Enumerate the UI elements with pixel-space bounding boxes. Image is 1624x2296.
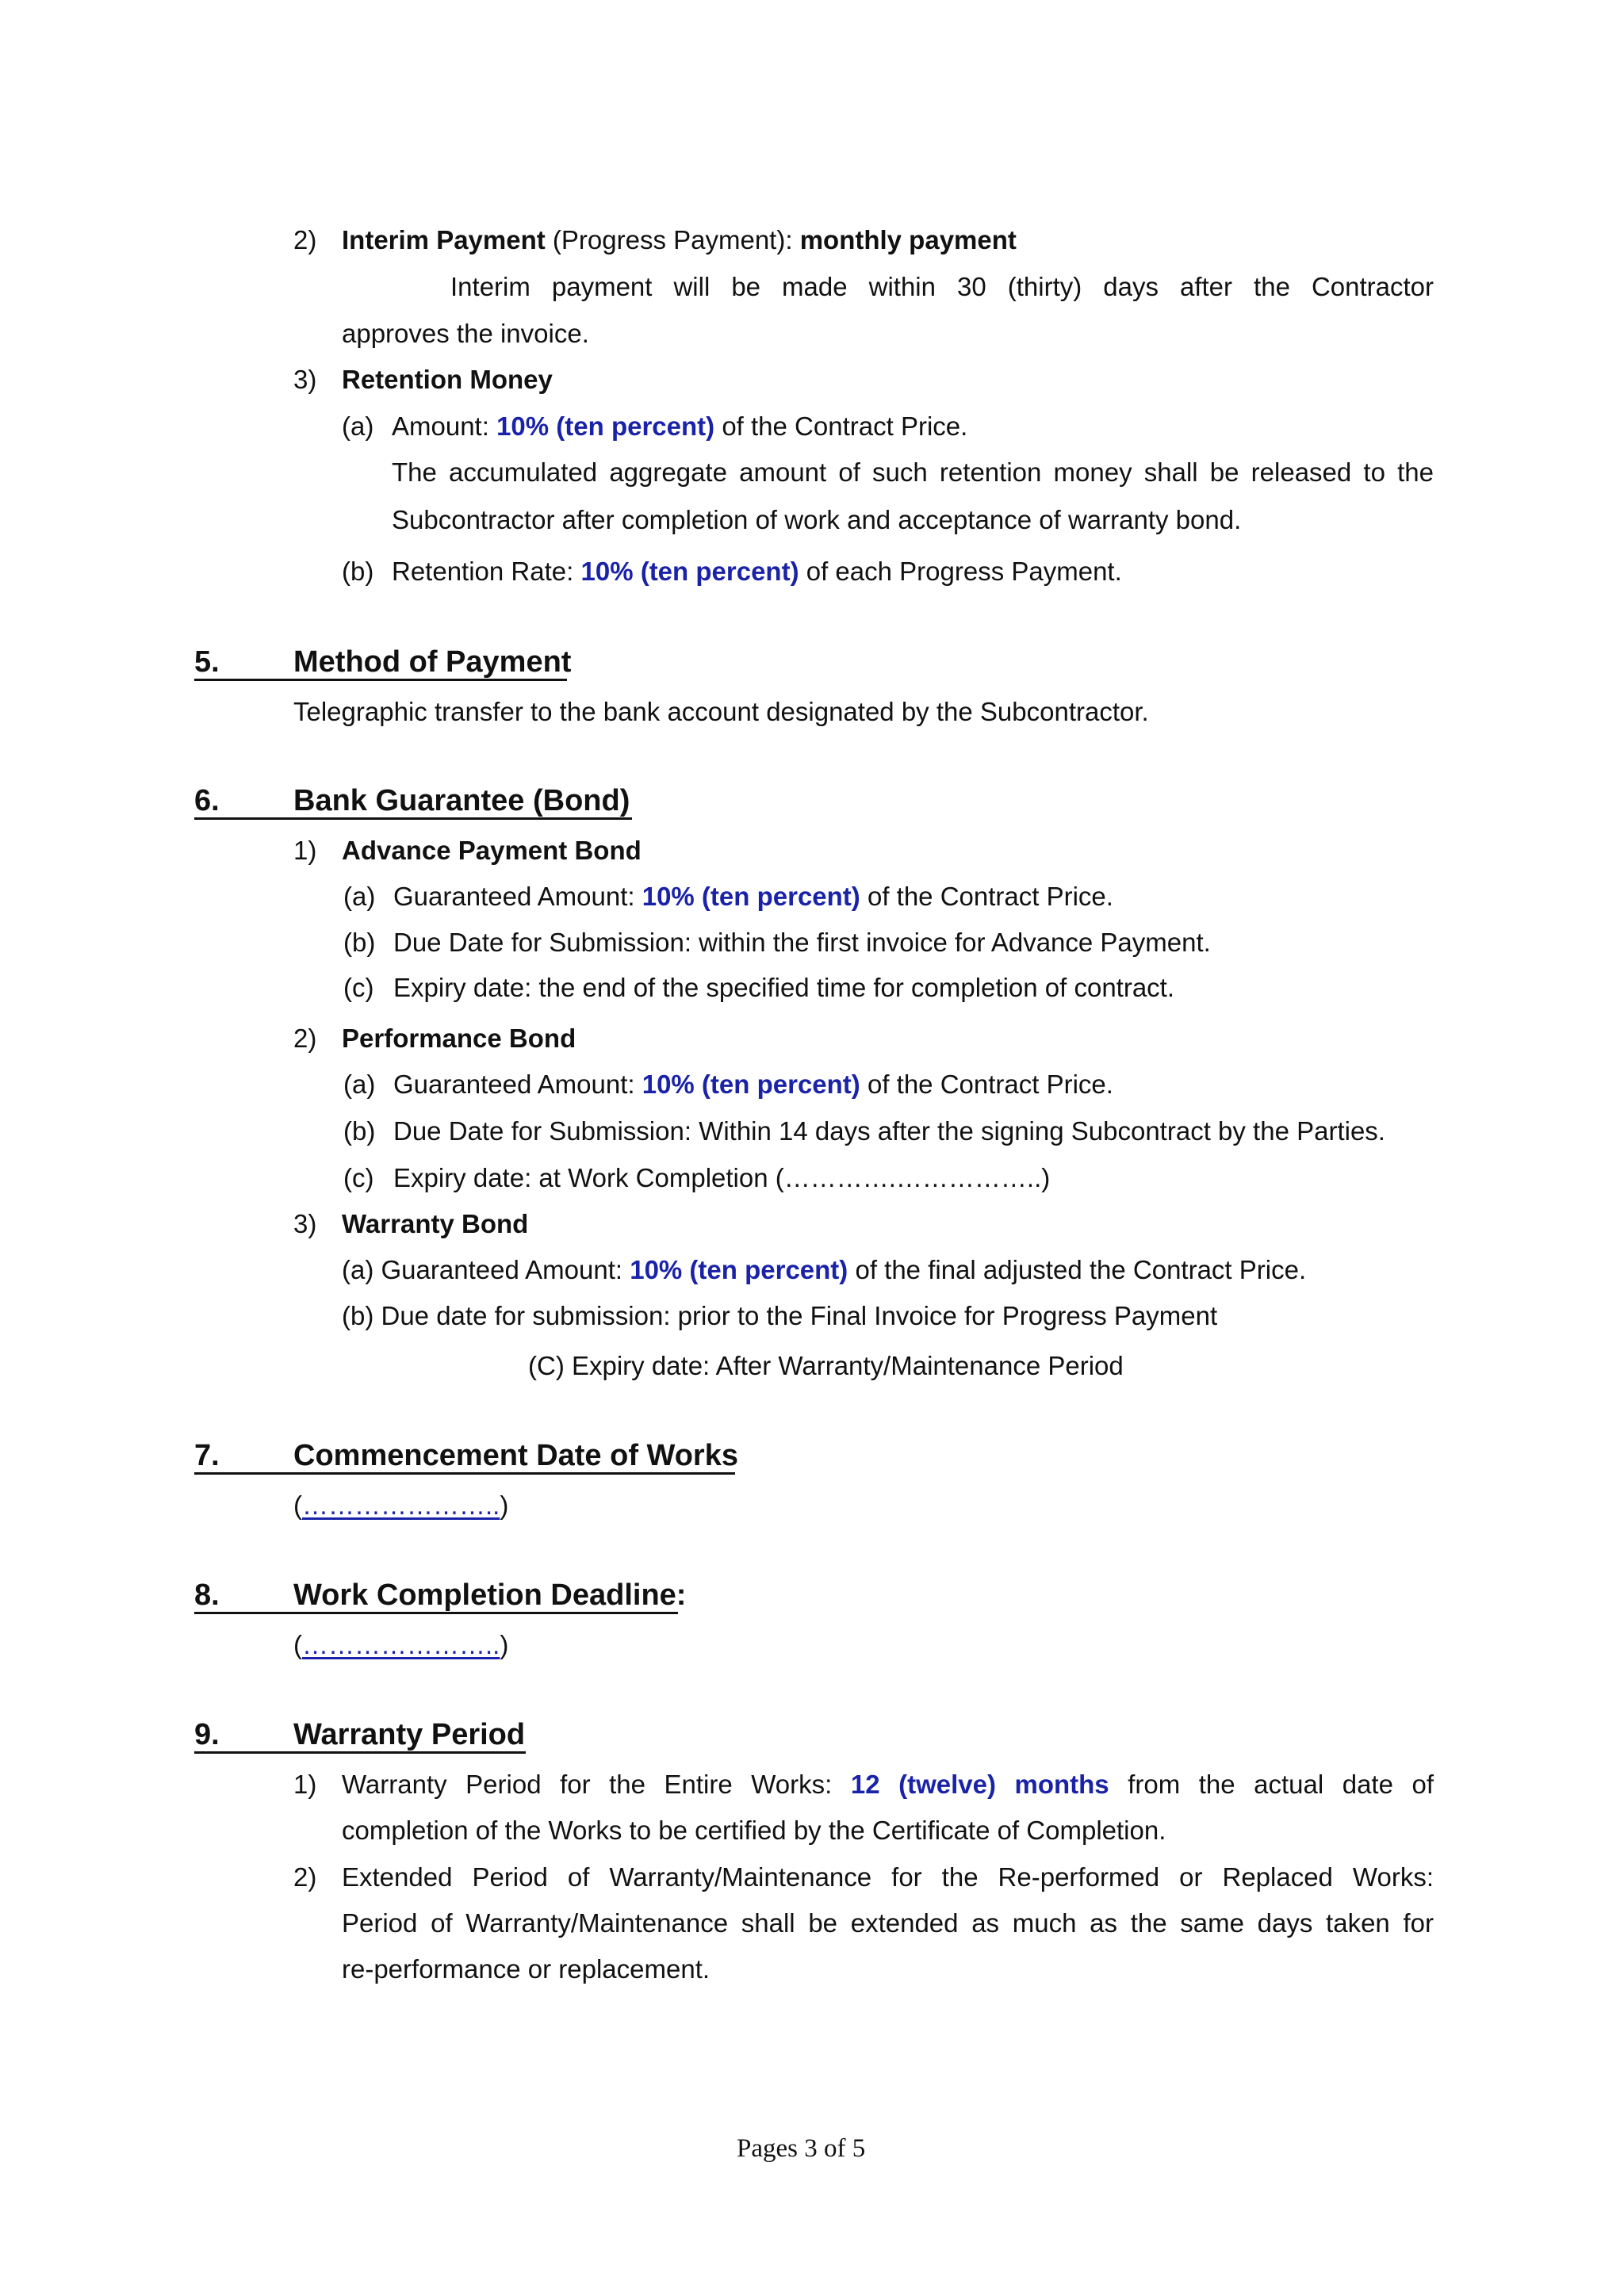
section-6-title: Bank Guarantee (Bond) xyxy=(293,784,630,817)
advance-bond-a-line xyxy=(393,881,1113,913)
retention-a-value: 10% (ten percent) xyxy=(496,411,715,441)
warranty-period-item-2-num: 2) xyxy=(293,1862,317,1892)
section-7-date-blank: ………………….. xyxy=(302,1490,500,1520)
retention-b-text: Retention Rate: xyxy=(392,557,574,586)
advance-bond-c-text: Expiry date: the end of the specified time for completion of contract. xyxy=(393,973,1175,1002)
warranty-period-item-1-line-2: completion of the Works to be certified by the Certificate of Completion. xyxy=(342,1816,1166,1845)
retention-a-label: (a) xyxy=(342,411,374,441)
section-8-num: 8. xyxy=(194,1578,220,1612)
retention-b-tail: of each Progress Payment. xyxy=(806,557,1122,586)
performance-bond-b-text: Due Date for Submission: Within 14 days after the signing Subcontract by the Parties. xyxy=(393,1116,1385,1146)
advance-bond-a-value: 10% (ten percent) xyxy=(642,882,860,911)
advance-bond-b-label: (b) xyxy=(343,928,376,957)
advance-bond-c-label: (c) xyxy=(343,973,374,1002)
interim-value: monthly payment xyxy=(799,225,1017,254)
retention-b-label: (b) xyxy=(342,557,374,586)
section-8-date-field xyxy=(293,1629,508,1661)
performance-bond-num: 2) xyxy=(293,1024,317,1053)
warranty-bond-a-tail: of the final adjusted the Contract Price. xyxy=(855,1255,1307,1284)
retention-a-line xyxy=(392,411,967,442)
performance-bond-title: Performance Bond xyxy=(342,1024,576,1053)
interim-desc-1: Interim payment will be made within 30 (thirty) days after the Contractor xyxy=(450,272,1434,301)
section-7-title: Commencement Date of Works xyxy=(293,1439,738,1472)
warranty-bond-a-value: 10% (ten percent) xyxy=(630,1255,848,1284)
section-8-date-blank: ………………….. xyxy=(302,1630,500,1659)
advance-bond-b-text: Due Date for Submission: within the first invoice for Advance Payment. xyxy=(393,928,1211,957)
retention-title: Retention Money xyxy=(342,365,553,394)
section-9-num: 9. xyxy=(194,1718,220,1751)
performance-bond-a-value: 10% (ten percent) xyxy=(642,1070,860,1099)
interim-desc-2: approves the invoice. xyxy=(342,319,589,348)
advance-bond-num: 1) xyxy=(293,836,317,865)
retention-a-text: Amount: xyxy=(392,411,489,441)
warranty-bond-a-text: (a) Guaranteed Amount: xyxy=(342,1255,623,1284)
interim-heading xyxy=(342,224,1017,256)
retention-num: 3) xyxy=(293,365,317,394)
warranty-bond-c-text: (C) Expiry date: After Warranty/Maintenance Period xyxy=(528,1351,1124,1380)
section-5-title: Method of Payment xyxy=(293,645,572,679)
section-8-heading xyxy=(293,1578,686,1613)
section-6-num: 6. xyxy=(194,784,220,817)
warranty-period-item-2-line-3: re-performance or replacement. xyxy=(342,1954,710,1984)
retention-b-line xyxy=(392,556,1122,587)
performance-bond-a-label: (a) xyxy=(343,1070,376,1099)
performance-bond-c-text: Expiry date: at Work Completion (………….……………..) xyxy=(393,1163,1051,1192)
warranty-period-item-2-line-2: Period of Warranty/Maintenance shall be extended as much as the same days taken for xyxy=(342,1908,1434,1938)
retention-b-value: 10% (ten percent) xyxy=(580,557,799,586)
warranty-period-item-2-line-1: Extended Period of Warranty/Maintenance for the Re-performed or Replaced Works: xyxy=(342,1862,1434,1892)
retention-a-tail: of the Contract Price. xyxy=(722,411,968,441)
retention-a-desc-1: The accumulated aggregate amount of such retention money shall be released to the xyxy=(392,457,1434,487)
warranty-period-item-1-a: Warranty Period for the Entire Works: xyxy=(342,1770,833,1799)
section-8-open-paren: ( xyxy=(293,1630,302,1659)
warranty-period-item-1-num: 1) xyxy=(293,1770,317,1799)
interim-title: Interim Payment xyxy=(342,225,546,254)
warranty-bond-num: 3) xyxy=(293,1209,317,1238)
page-number: Pages 3 of 5 xyxy=(737,2134,866,2163)
advance-bond-title: Advance Payment Bond xyxy=(342,836,642,865)
section-7-num: 7. xyxy=(194,1439,220,1472)
section-7-open-paren: ( xyxy=(293,1490,302,1520)
section-8-colon: : xyxy=(676,1578,687,1612)
advance-bond-a-text: Guaranteed Amount: xyxy=(393,882,635,911)
warranty-period-item-1-line-1 xyxy=(342,1769,1434,1800)
advance-bond-a-label: (a) xyxy=(343,882,376,911)
section-8-title: Work Completion Deadline xyxy=(293,1578,676,1612)
warranty-period-item-1-b: from the actual date of xyxy=(1128,1770,1434,1799)
performance-bond-a-tail: of the Contract Price. xyxy=(867,1070,1113,1099)
section-9-title: Warranty Period xyxy=(293,1718,526,1751)
performance-bond-a-text: Guaranteed Amount: xyxy=(393,1070,635,1099)
section-7-close-paren: ) xyxy=(500,1490,509,1520)
performance-bond-a-line xyxy=(393,1069,1113,1100)
warranty-period-item-1-value: 12 (twelve) months xyxy=(850,1770,1109,1799)
warranty-bond-title: Warranty Bond xyxy=(342,1209,529,1238)
interim-num: 2) xyxy=(293,225,317,254)
section-8-close-paren: ) xyxy=(500,1630,509,1659)
interim-paren: (Progress Payment): xyxy=(552,225,793,254)
warranty-bond-b-text: (b) Due date for submission: prior to the Final Invoice for Progress Payment xyxy=(342,1301,1218,1330)
section-5-body: Telegraphic transfer to the bank account designated by the Subcontractor. xyxy=(293,697,1149,726)
section-7-date-field xyxy=(293,1490,508,1521)
performance-bond-c-label: (c) xyxy=(343,1163,374,1192)
section-5-num: 5. xyxy=(194,645,220,679)
performance-bond-b-label: (b) xyxy=(343,1116,376,1146)
retention-a-desc-2: Subcontractor after completion of work and acceptance of warranty bond. xyxy=(392,505,1242,534)
advance-bond-a-tail: of the Contract Price. xyxy=(867,882,1113,911)
warranty-bond-a-line xyxy=(342,1254,1306,1286)
